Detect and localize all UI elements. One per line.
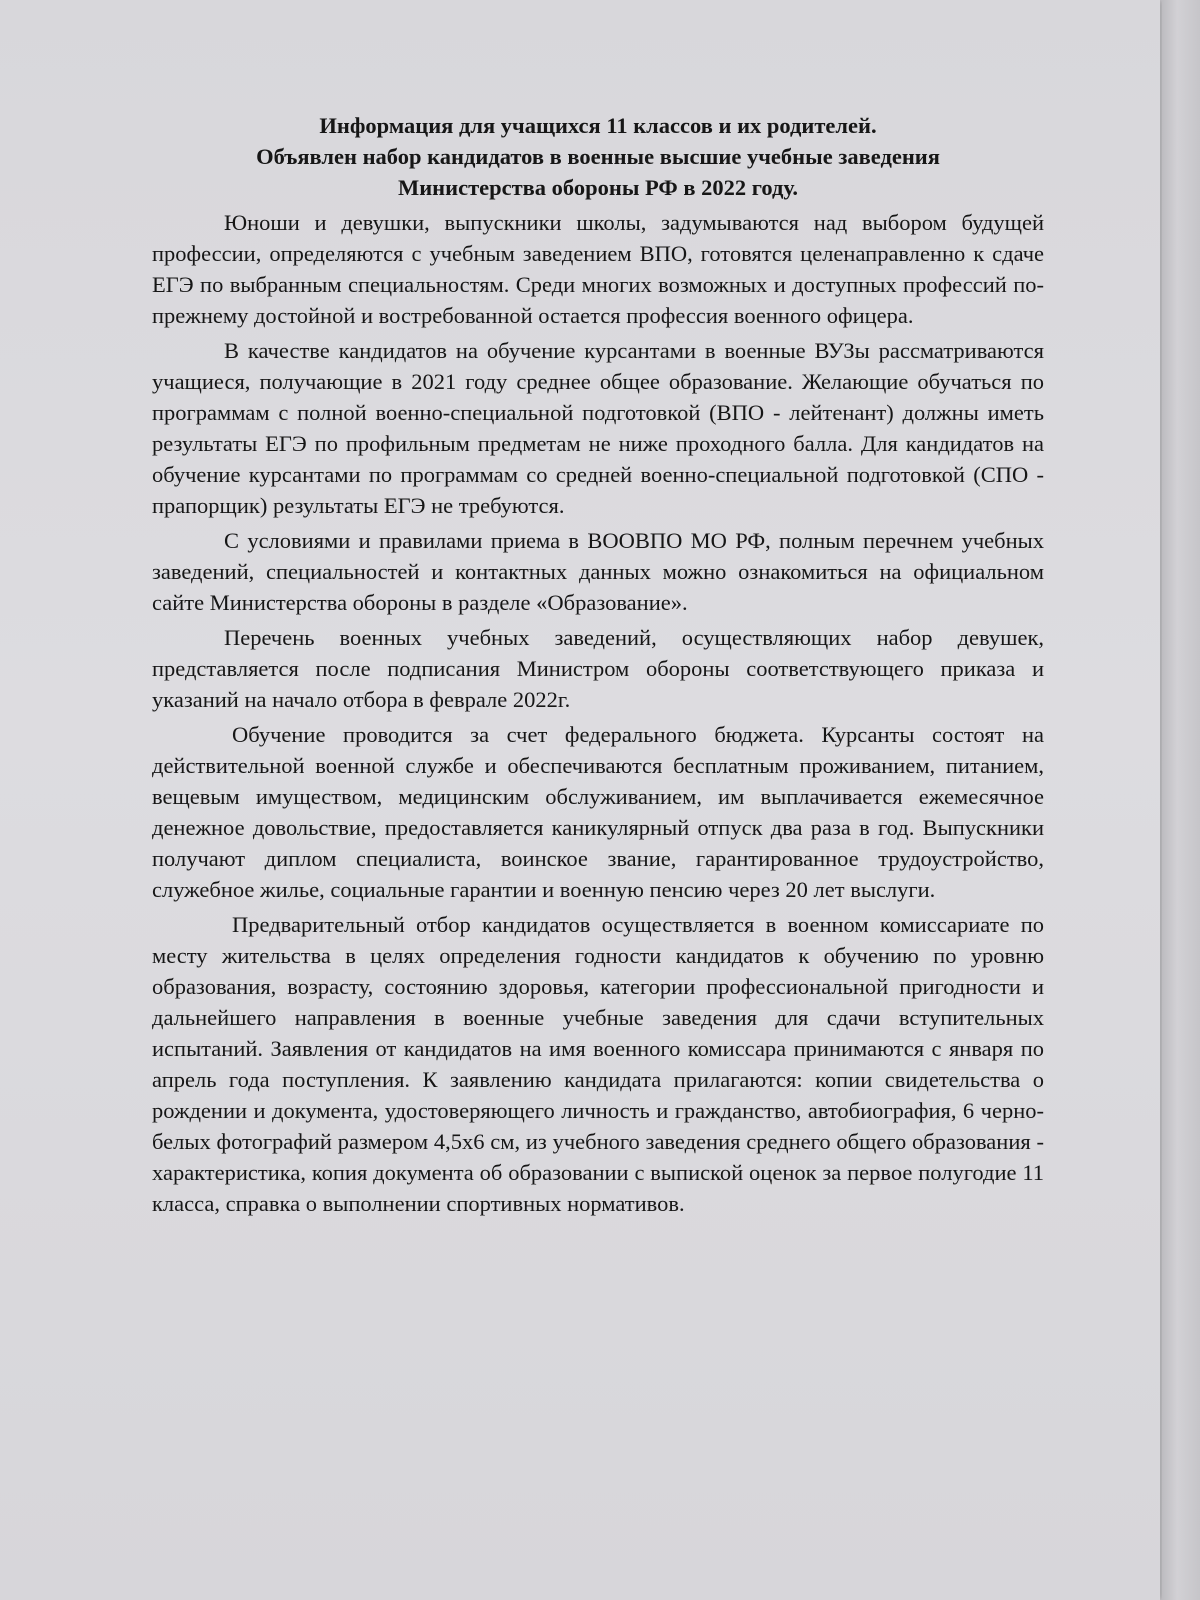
title-line-3: Министерства обороны РФ в 2022 году. [397,175,799,200]
paragraph-admission-rules: С условиями и правилами приема в ВООВПО МО РФ, полным перечнем учебных заведений, специальностей и контактных данных можно ознакомиться на официальном сайте Министерства обороны в разделе «Образование». [152,528,1044,615]
document-body [152,110,1044,1223]
paper-edge [1162,0,1200,1600]
paragraph-candidates: В качестве кандидатов на обучение курсантами в военные ВУЗы рассматриваются учащиеся, получающие в 2021 году среднее общее образование. Желающие обучаться по программам с полной военно-специальной подготовкой (ВПО - лейтенант) должны иметь результаты ЕГЭ по профильным предметам не ниже проходного балла. Для кандидатов на обучение курсантами по программам со средней военно-специальной подготовкой (СПО - прапорщик) результаты ЕГЭ не требуются. [152,338,1044,518]
title-line-1: Информация для учащихся 11 классов и их родителей. [319,113,877,138]
paragraph-funding-benefits: Обучение проводится за счет федерального бюджета. Курсанты состоят на действительной военной службе и обеспечиваются бесплатным проживанием, питанием, вещевым имуществом, медицинским обслуживанием, им выплачивается ежемесячное денежное довольствие, предоставляется каникулярный отпуск два раза в год. Выпускники получают диплом специалиста, воинское звание, гарантированное трудоустройство, служебное жилье, социальные гарантии и военную пенсию через 20 лет выслуги. [152,722,1044,902]
paragraph-career-choice: Юноши и девушки, выпускники школы, задумываются над выбором будущей профессии, определяются с учебным заведением ВПО, готовятся целенаправленно к сдаче ЕГЭ по выбранным специальностям. Среди многих возможных и доступных профессий по-прежнему достойной и востребованной остается профессия военного офицера. [152,210,1044,328]
paragraph-female-admission: Перечень военных учебных заведений, осуществляющих набор девушек, представляется после подписания Министром обороны соответствующего приказа и указаний на начало отбора в феврале 2022г. [152,625,1044,712]
paragraph-preliminary-selection: Предварительный отбор кандидатов осуществляется в военном комиссариате по месту жительства в целях определения годности кандидатов к обучению по уровню образования, возрасту, состоянию здоровья, категории профессиональной пригодности и дальнейшего направления в военные учебные заведения для сдачи вступительных испытаний. Заявления от кандидатов на имя военного комиссара принимаются с января по апрель года поступления. К заявлению кандидата прилагаются: копии свидетельства о рождении и документа, удостоверяющего личность и гражданство, автобиография, 6 черно-белых фотографий размером 4,5х6 см, из учебного заведения среднего общего образования - характеристика, копия документа об образовании с выпиской оценок за первое полугодие 11 класса, справка о выполнении спортивных нормативов. [152,912,1044,1216]
title-line-2: Объявлен набор кандидатов в военные высшие учебные заведения [256,144,940,169]
document-title [152,110,1044,203]
